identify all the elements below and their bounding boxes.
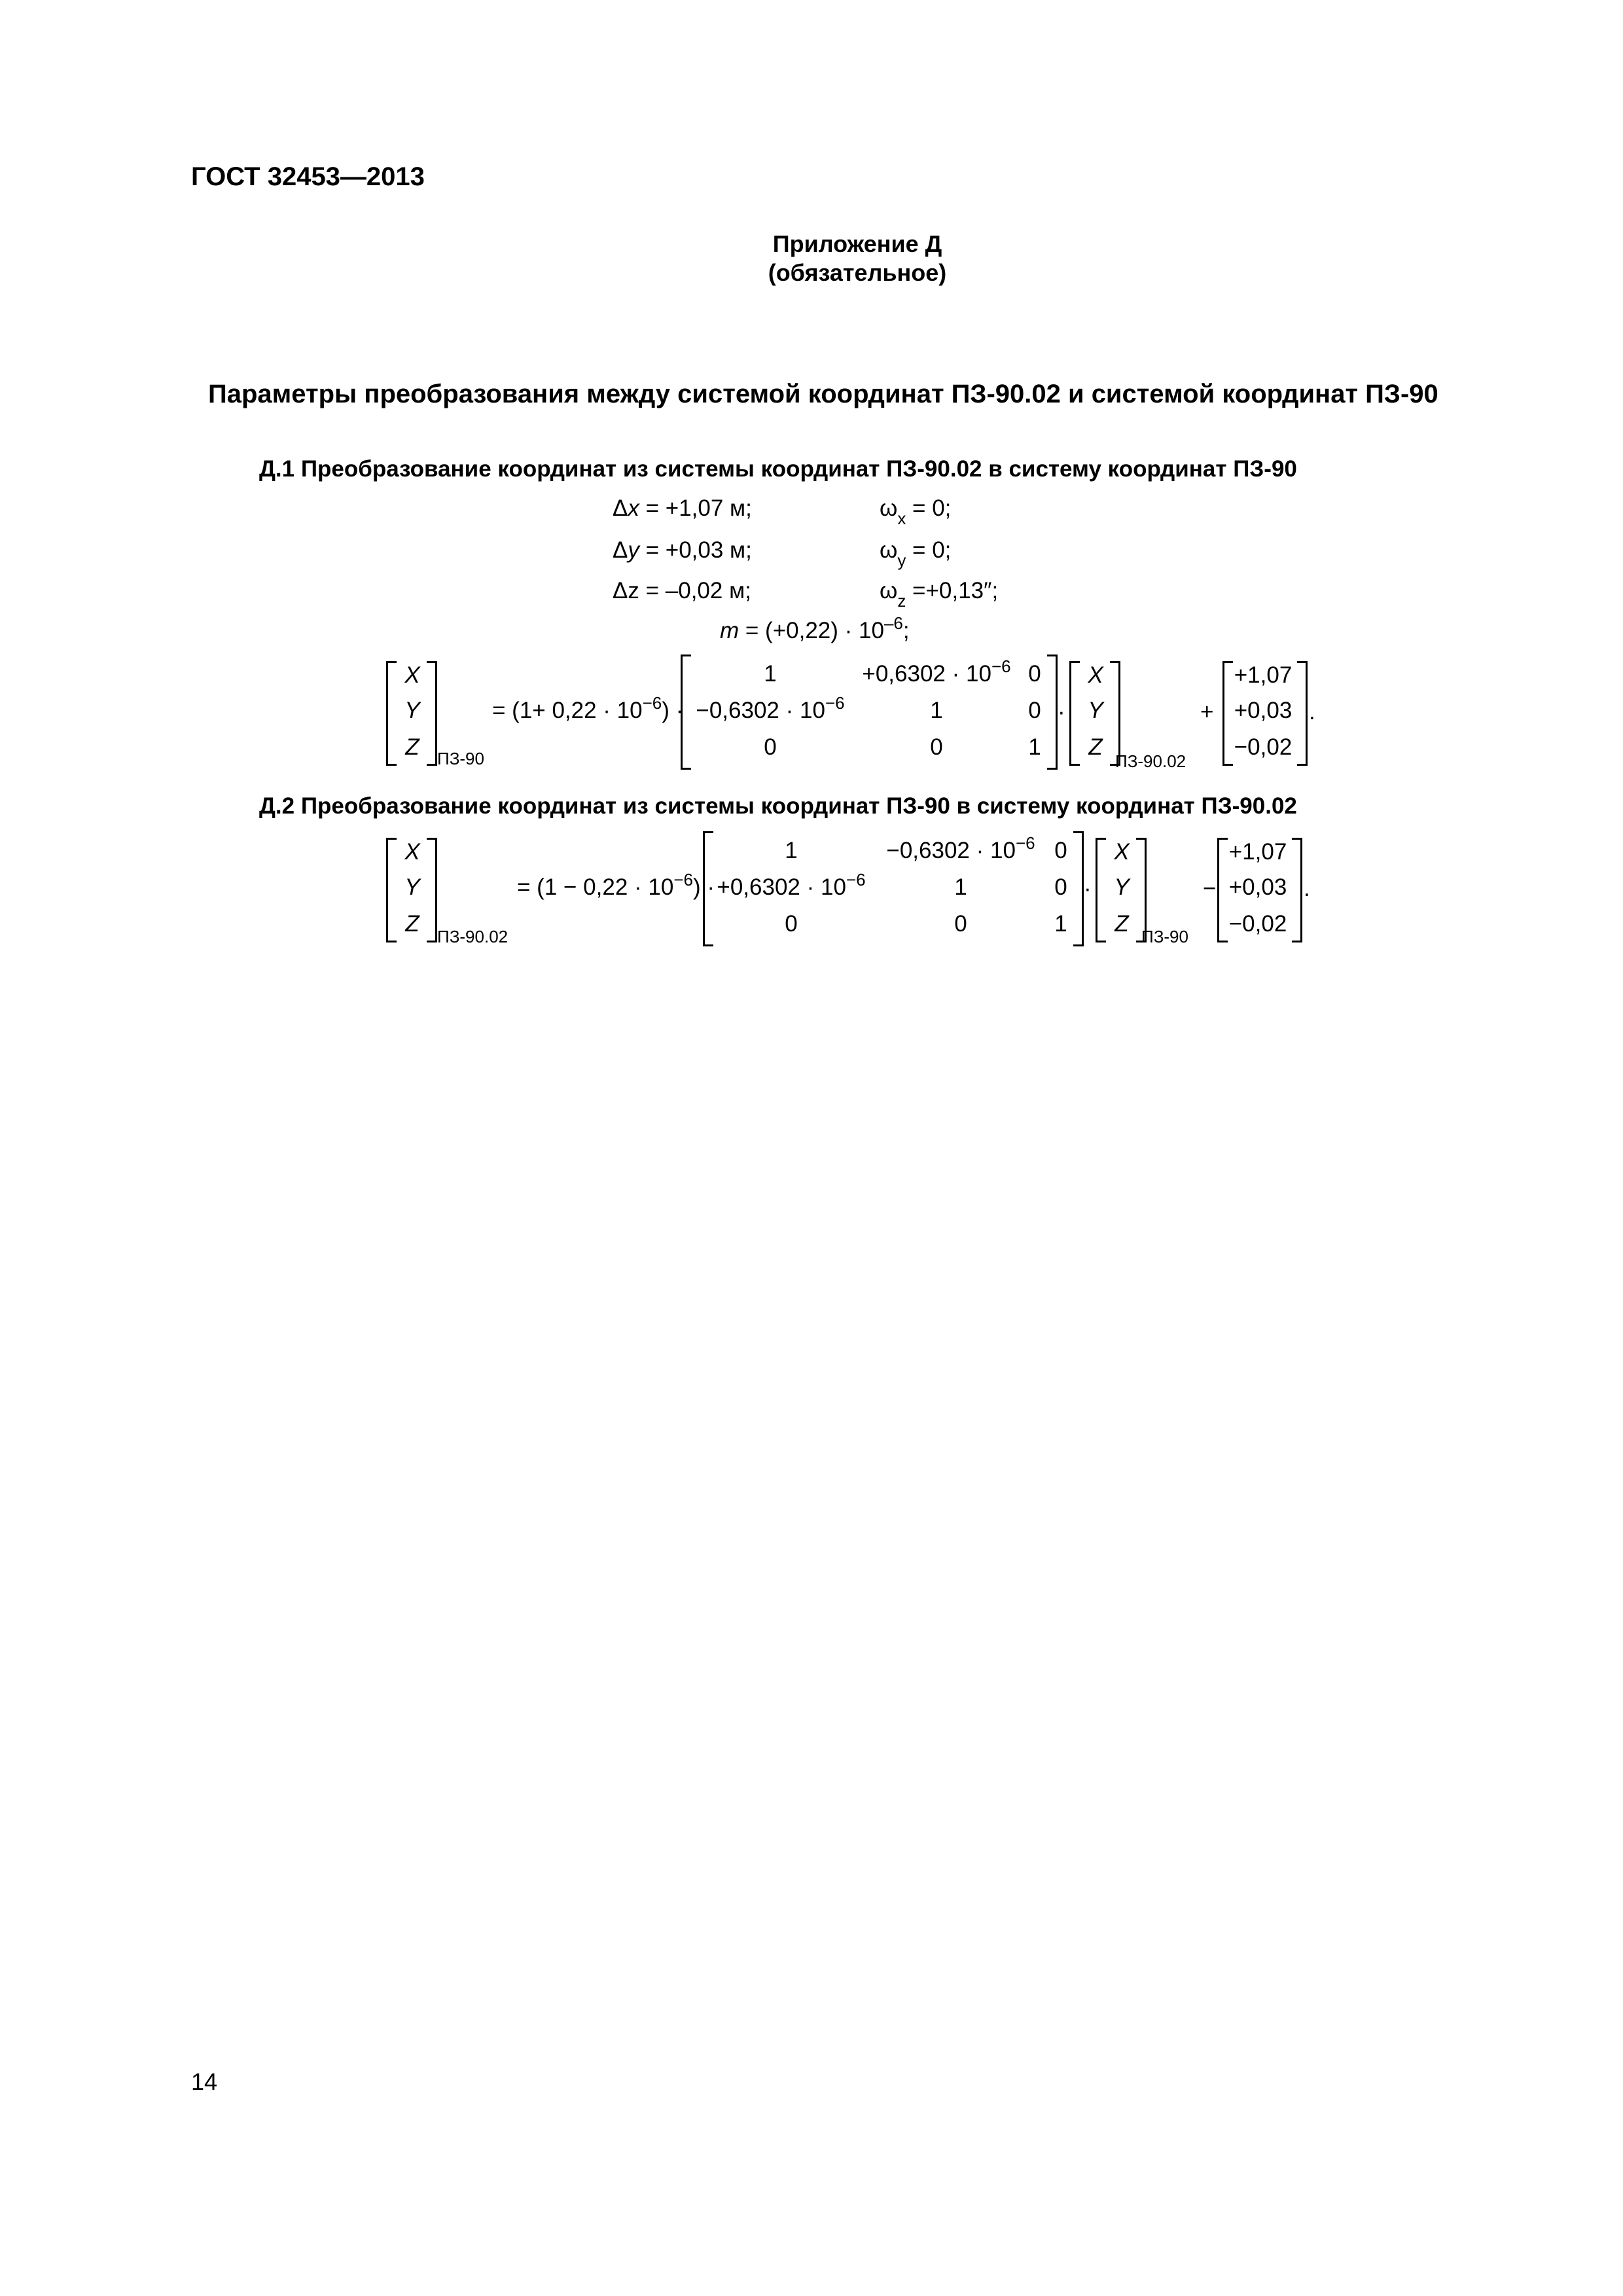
appendix-label: Приложение Д (772, 230, 942, 257)
bracket-right (1292, 838, 1302, 942)
scale-factor: = $(1 - 0,22 \cdot 10^{-6})$ · (517, 870, 715, 900)
matrix-cell: 1 (1054, 911, 1067, 937)
matrix-cell: $+0,6302 \cdot 10^{-6}$ (862, 656, 1011, 687)
vector-x: X (404, 839, 420, 865)
matrix-cell: 1 (930, 698, 943, 723)
rhs-subscript: ПЗ-90.02 (1115, 751, 1186, 771)
lhs-subscript: ПЗ-90 (437, 749, 484, 768)
page-number: 14 (191, 2068, 218, 2095)
vector-y: Y (1114, 874, 1130, 900)
vector-z: Z (1088, 734, 1103, 760)
vector-z: Z (405, 911, 419, 937)
param-dx: Δx = +1,07 м; (613, 495, 752, 521)
bracket-right (427, 838, 437, 942)
param-m: $m = (+0,22) \cdot 10^{-6}$; (720, 613, 910, 643)
shift-dy: +0,03 (1228, 874, 1287, 900)
matrix-cell: 1 (954, 874, 967, 900)
matrix-cell: 0 (930, 734, 943, 760)
document-id: ГОСТ 32453—2013 (191, 162, 425, 191)
bracket-left (1069, 661, 1080, 766)
vector-z: Z (405, 734, 419, 760)
bracket-left (386, 838, 397, 942)
matrix-cell: 0 (1028, 698, 1041, 723)
matrix-cell: 0 (1054, 838, 1067, 863)
shift-dx: +1,07 (1228, 839, 1287, 865)
shift-dz: −0,02 (1228, 911, 1287, 937)
bracket-right (1110, 661, 1120, 766)
vector-y: Y (404, 874, 420, 900)
matrix-cell: 1 (764, 661, 777, 687)
vector-y: Y (1088, 698, 1103, 723)
section2-heading: Д.2 Преобразование координат из системы координат ПЗ-90 в систему координат ПЗ-90.02 (259, 793, 1297, 819)
matrix-bracket-right (1073, 831, 1084, 946)
matrix-cell: 0 (1028, 661, 1041, 687)
page-title: Параметры преобразования между системой координат ПЗ-90.02 и системой координат ПЗ-90 (208, 380, 1438, 408)
matrix-cell: 0 (1054, 874, 1067, 900)
shift-dy: +0,03 (1234, 698, 1293, 723)
appendix-status: (обязательное) (768, 259, 947, 286)
multiply-dot: · (1058, 699, 1065, 725)
bracket-right (427, 661, 437, 766)
param-dz: Δz = –0,02 м; (613, 578, 751, 603)
param-wz: $\omega_z =+0,13''$; (880, 578, 999, 611)
matrix-cell: 0 (785, 911, 798, 937)
section1-heading: Д.1 Преобразование координат из системы координат ПЗ-90.02 в систему координат ПЗ-90 (259, 456, 1297, 482)
vector-x: X (404, 662, 420, 688)
param-wy: $\omega_y = 0$; (880, 537, 952, 570)
vector-z: Z (1115, 911, 1129, 937)
matrix-bracket-left (703, 831, 713, 946)
scale-factor: = $(1+ 0,22 \cdot 10^{-6})$ · (492, 693, 684, 723)
minus-operator: − (1203, 876, 1217, 901)
param-dy: Δy = +0,03 м; (613, 537, 752, 563)
bracket-left (386, 661, 397, 766)
lhs-subscript: ПЗ-90.02 (437, 927, 508, 946)
multiply-dot: · (1084, 876, 1092, 901)
rhs-subscript: ПЗ-90 (1141, 927, 1188, 946)
period: . (1304, 876, 1310, 901)
shift-dx: +1,07 (1234, 662, 1293, 688)
matrix-cell: 0 (954, 911, 967, 937)
matrix-cell: $+0,6302 \cdot 10^{-6}$ (717, 870, 866, 900)
matrix-cell: 1 (785, 838, 798, 863)
bracket-left (1096, 838, 1106, 942)
vector-x: X (1114, 839, 1130, 865)
matrix-cell: 1 (1028, 734, 1041, 760)
matrix-bracket-right (1047, 655, 1058, 770)
bracket-right (1297, 661, 1308, 766)
vector-y: Y (404, 698, 420, 723)
param-wx: $\omega_x = 0$; (880, 495, 952, 528)
matrix-cell: $-0,6302 \cdot 10^{-6}$ (696, 693, 845, 723)
period: . (1309, 699, 1315, 725)
matrix-cell: 0 (764, 734, 777, 760)
plus-operator: + (1200, 699, 1214, 725)
matrix-bracket-left (681, 655, 691, 770)
matrix-cell: $-0,6302 \cdot 10^{-6}$ (886, 833, 1035, 863)
shift-dz: −0,02 (1234, 734, 1293, 760)
vector-x: X (1088, 662, 1103, 688)
